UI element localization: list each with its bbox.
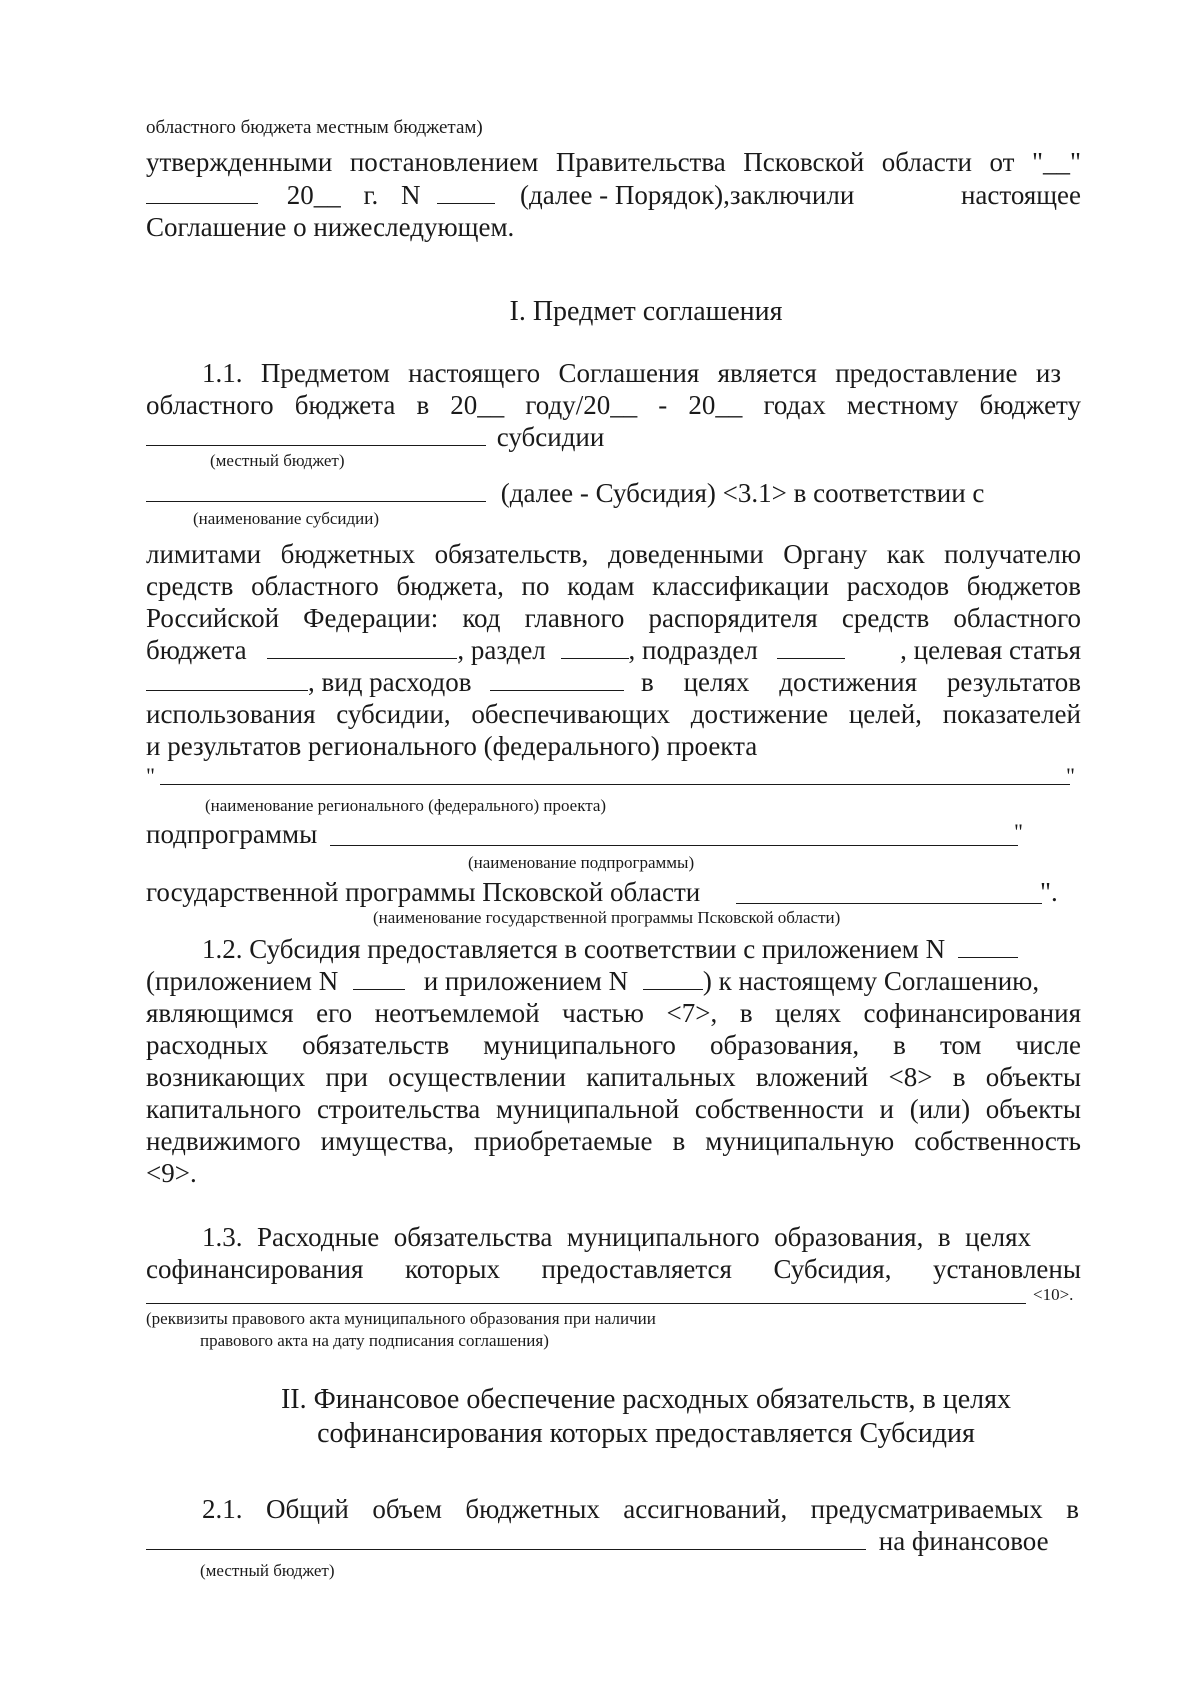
quote-close: ": [1066, 763, 1075, 788]
header-fragment: областного бюджета местным бюджетам): [146, 117, 483, 138]
subprogram-quote: ": [1014, 819, 1023, 844]
state-program-label: государственной программы Псковской области: [146, 877, 701, 907]
caption-subsidy-name: (наименование субсидии): [193, 509, 380, 528]
year-field: 20__: [286, 180, 341, 210]
p11-line-2: областного бюджета в 20__ году/20__ - 20__ годах местному бюджету: [146, 390, 1081, 420]
legal-act-line: [146, 1303, 1026, 1304]
caption-legal-act-1: (реквизиты правового акта муниципального образования при наличии: [146, 1309, 656, 1328]
caption-project: (наименование регионального (федерального) проекта): [205, 796, 607, 815]
p12-line-7: недвижимого имущества, приобретаемые в муниципальную собственность: [146, 1126, 1081, 1156]
subsection-blank: [777, 636, 845, 659]
section-2-title-line-2: софинансирования которых предоставляется Субсидия: [317, 1418, 975, 1449]
date-blank: [146, 181, 258, 204]
intro-word: настоящее: [960, 180, 1081, 210]
p11-line-3: [146, 421, 1081, 453]
subsidy-word: субсидии: [496, 422, 605, 452]
p12-appendix-a: (приложением N: [146, 966, 339, 996]
p12-line-5: возникающих при осуществлении капитальных вложений <8> в объекты: [146, 1062, 1081, 1092]
p11-line-9: [146, 666, 1081, 698]
target-article-label: , целевая статья: [900, 635, 1081, 665]
p12-line-1: [202, 933, 1018, 965]
appendix-b-blank: [643, 967, 703, 990]
intro-line-2: [146, 179, 1081, 211]
p21-tail: на финансовое: [878, 1526, 1049, 1556]
local-budget-blank: [146, 423, 486, 446]
p11-line-8: [146, 634, 1081, 666]
p12-line-3: являющимся его неотъемлемой частью <7>, в целях софинансирования: [146, 998, 1081, 1028]
p21-line-2: [146, 1525, 1081, 1557]
p12-text-1: 1.2. Субсидия предоставляется в соответствии с приложением N: [202, 934, 946, 964]
p12-line-2: [146, 965, 1081, 997]
p12-appendix-tail: ) к настоящему Соглашению,: [702, 966, 1040, 996]
intro-line-3: Соглашение о нижеследующем.: [146, 212, 515, 242]
subprogram-name-line: [330, 845, 1018, 846]
year-abbr: г.: [363, 180, 379, 210]
p11-line-6: средств областного бюджета, по кодам классификации расходов бюджетов: [146, 571, 1081, 601]
appendix-a-blank: [353, 967, 405, 990]
intro-parenthetical: (далее - Порядок),заключили: [520, 180, 855, 210]
number-blank: [437, 181, 495, 204]
p13-line-1: 1.3. Расходные обязательства муниципального образования, в целях: [202, 1222, 1031, 1252]
section-blank: [561, 636, 629, 659]
p21-line-1: 2.1. Общий объем бюджетных ассигнований, предусматриваемых в: [202, 1494, 1079, 1524]
caption-local-budget: (местный бюджет): [210, 451, 345, 470]
caption-subprogram: (наименование подпрограммы): [468, 853, 695, 872]
p12-appendix-b: и приложением N: [423, 966, 629, 996]
p12-line-6: капитального строительства муниципальной собственности и (или) объекты: [146, 1094, 1081, 1124]
p11-line-4: [146, 477, 1081, 509]
p11-line-5: лимитами бюджетных обязательств, доведенными Органу как получателю: [146, 539, 1081, 569]
appendix-number-blank: [958, 935, 1018, 958]
local-budget-blank-2: [146, 1527, 866, 1550]
p12-line-8: <9>.: [146, 1158, 197, 1188]
goal-phrase: в целях достижения результатов: [641, 667, 1081, 697]
caption-state-program: (наименование государственной программы Псковской области): [373, 908, 841, 927]
number-sign: N: [401, 180, 421, 210]
quote-open: ": [146, 763, 155, 788]
subsidy-name-blank: [146, 479, 486, 502]
caption-local-budget-2: (местный бюджет): [200, 1561, 335, 1580]
intro-line-1: утвержденными постановлением Правительства Псковской области от "__": [146, 147, 1081, 177]
p11-line-1: 1.1. Предметом настоящего Соглашения является предоставление из: [202, 358, 1061, 388]
target-article-blank: [146, 668, 308, 691]
p13-line-2: софинансирования которых предоставляется Субсидия, установлены: [146, 1254, 1081, 1284]
p11-line-10: использования субсидии, обеспечивающих достижение целей, показателей: [146, 699, 1081, 729]
section-2-title-line-1: II. Финансовое обеспечение расходных обязательств, в целях: [280, 1384, 1012, 1415]
chief-manager-code-blank: [267, 636, 457, 659]
state-program-name-line: [736, 903, 1042, 904]
subprogram-label: подпрограммы: [146, 819, 318, 849]
section-1-title: I. Предмет соглашения: [509, 296, 783, 327]
subsidy-definition: (далее - Субсидия) <3.1> в соответствии с: [500, 478, 985, 508]
budget-word: бюджета: [146, 635, 247, 665]
state-program-end: ".: [1040, 877, 1058, 907]
expense-type-label: , вид расходов: [308, 667, 472, 697]
p13-reference: <10>.: [1033, 1285, 1074, 1304]
project-name-line: [160, 784, 1070, 785]
p11-line-7: Российской Федерации: код главного распорядителя средств областного: [146, 603, 1081, 633]
subsection-label: , подраздел: [628, 635, 758, 665]
p11-line-11: и результатов регионального (федерального) проекта: [146, 731, 758, 761]
section-label: , раздел: [457, 635, 546, 665]
caption-legal-act-2: правового акта на дату подписания соглашения): [200, 1331, 549, 1350]
expense-type-blank: [490, 668, 624, 691]
p12-line-4: расходных обязательств муниципального образования, в том числе: [146, 1030, 1081, 1060]
